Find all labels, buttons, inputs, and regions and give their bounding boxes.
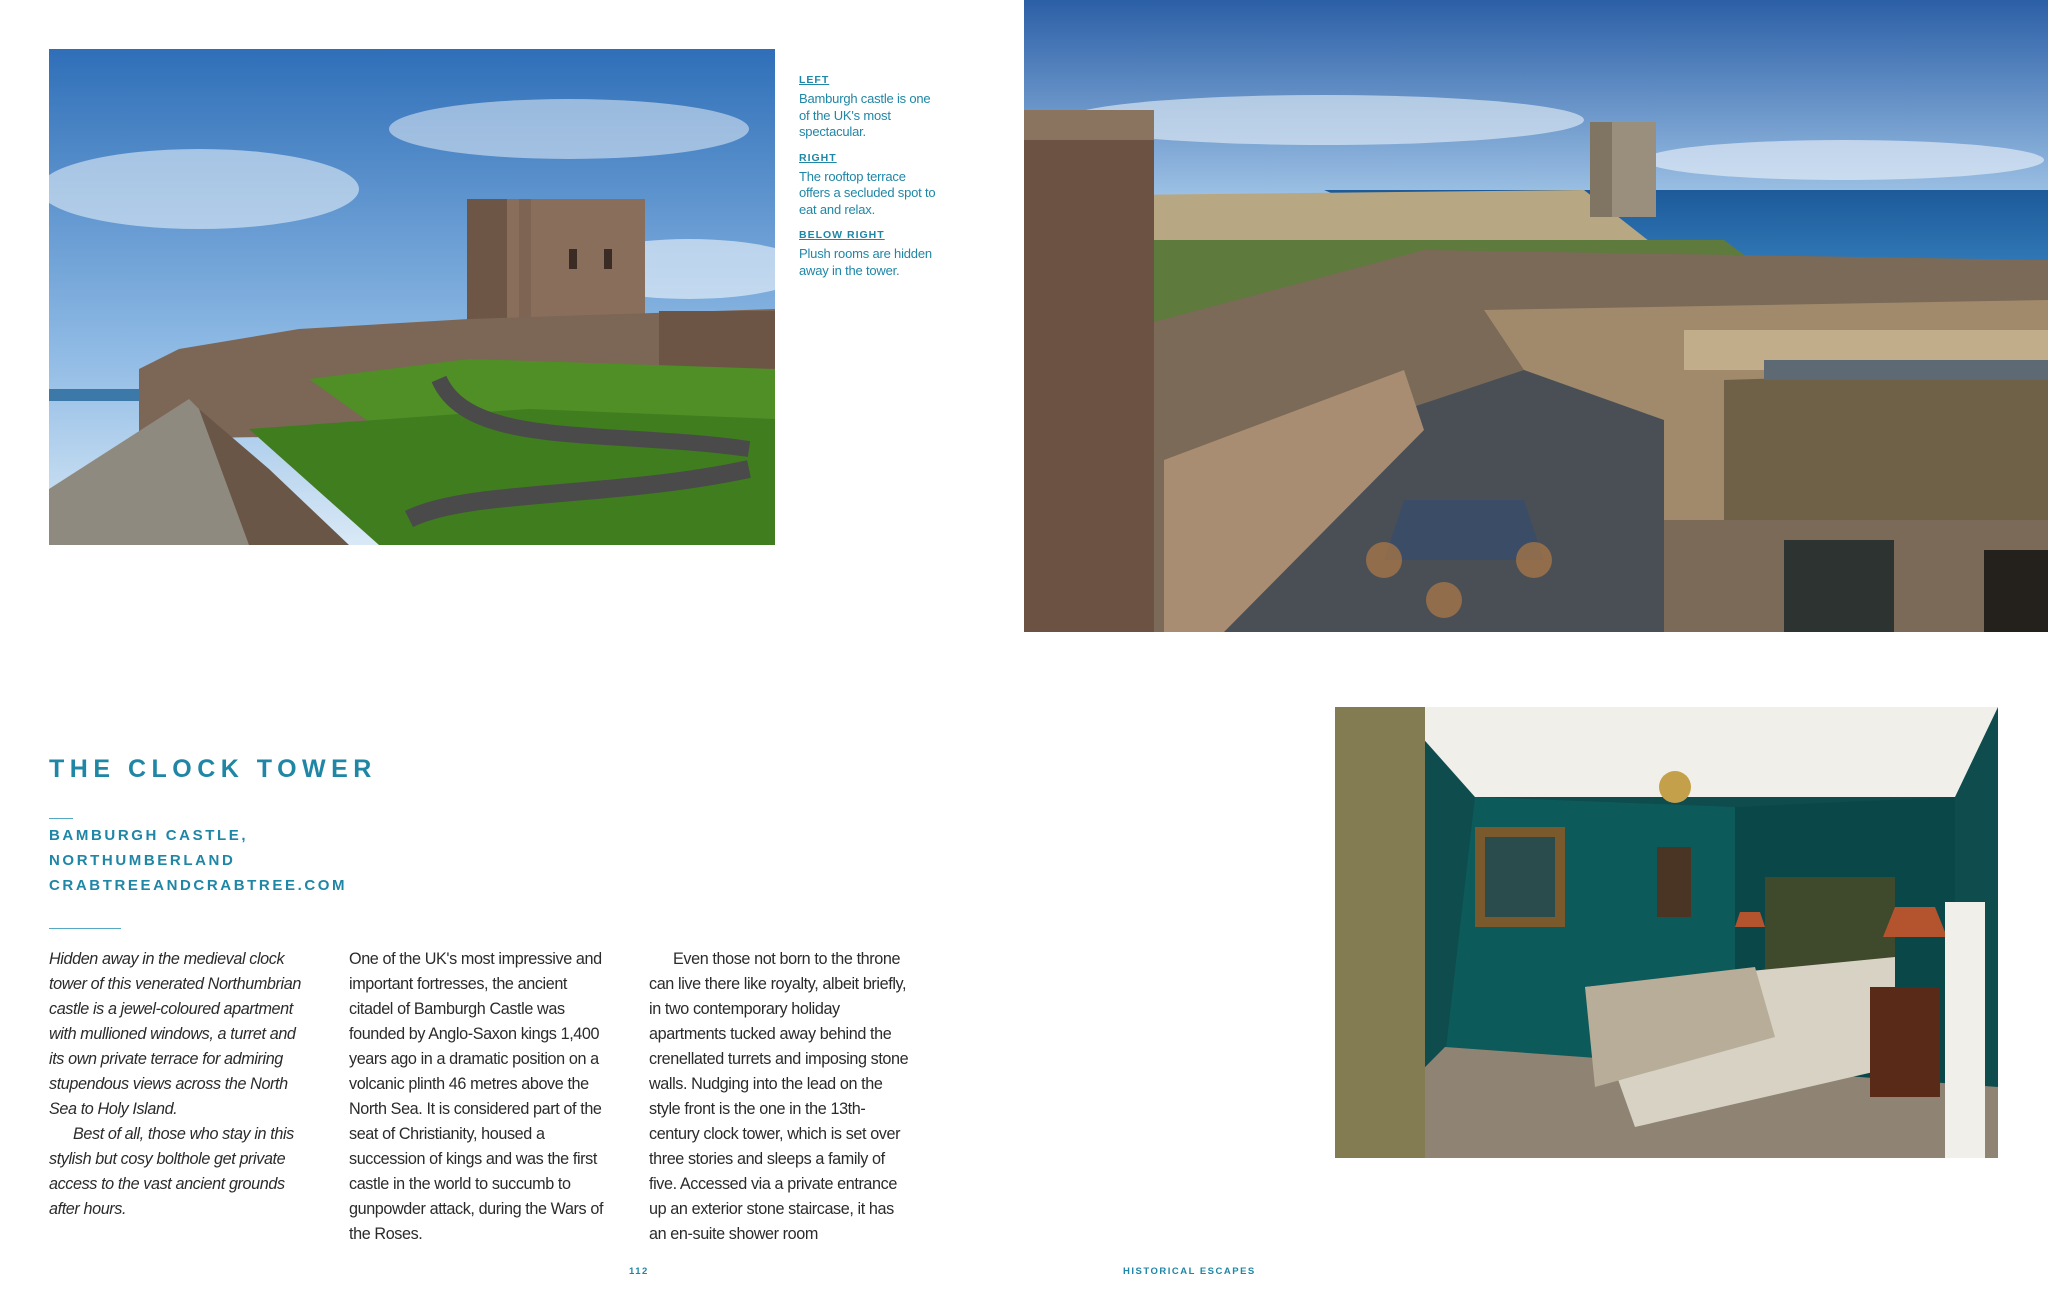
bedroom-photo (1335, 707, 1998, 1158)
body-column-2 (349, 947, 611, 1247)
caption-label-left: LEFT (799, 74, 830, 86)
body-paragraph-3: Even those not born to the throne can live there like royalty, albeit briefly, in two contemporary holiday apartments tucked away behind the crenellated turrets and imposing stone walls. Nudging into the lead on the style front is the one in the 13th-century clock tower, which is set over three stories and sleeps a family of five. Accessed via a private entrance up an exterior stone staircase, it has an en-suite shower room (649, 950, 909, 1243)
caption-text-below-right: Plush rooms are hidden away in the tower. (799, 246, 932, 278)
caption-text-left: Bamburgh castle is one of the UK's most spectacular. (799, 91, 931, 139)
location-line-2: NORTHUMBERLAND (49, 852, 236, 869)
article-location-block (49, 823, 347, 898)
castle-photo (49, 49, 775, 545)
article-title: THE CLOCK TOWER (49, 755, 377, 783)
title-divider (49, 818, 73, 819)
caption-text-right: The rooftop terrace offers a secluded spot to eat and relax. (799, 168, 936, 217)
intro-paragraph: Hidden away in the medieval clock tower of this venerated Northumbrian castle is a jewel-coloured apartment with mullioned windows, a turret and its own private terrace for admiring stupendous views across the North Sea to Holy Island. (49, 950, 301, 1118)
rooftop-terrace-photo (1024, 0, 2048, 632)
section-footer: HISTORICAL ESCAPES (1123, 1266, 1256, 1277)
page-number: 112 (629, 1266, 649, 1277)
caption-label-below-right: BELOW RIGHT (799, 229, 885, 241)
caption-label-right: RIGHT (799, 151, 837, 164)
website-link[interactable]: CRABTREEANDCRABTREE.COM (49, 877, 348, 894)
meta-divider (49, 928, 121, 929)
photo-captions (799, 74, 939, 290)
body-paragraph-2: One of the UK's most impressive and important fortresses, the ancient citadel of Bamburgh Castle was founded by Anglo-Saxon kings 1,400 years ago in a dramatic position on a volcanic plinth 46 metres above the North Sea. It is considered part of the seat of Christianity, housed a succession of kings and was the first castle in the world to succumb to gunpowder attack, during the Wars of the Roses. (349, 950, 604, 1243)
body-column-3 (649, 947, 911, 1247)
location-line-1: BAMBURGH CASTLE, (49, 827, 249, 844)
intro-paragraph-2: Best of all, those who stay in this stylish but cosy bolthole get private access to the vast ancient grounds after hours. (49, 1125, 294, 1218)
intro-column (49, 947, 311, 1222)
